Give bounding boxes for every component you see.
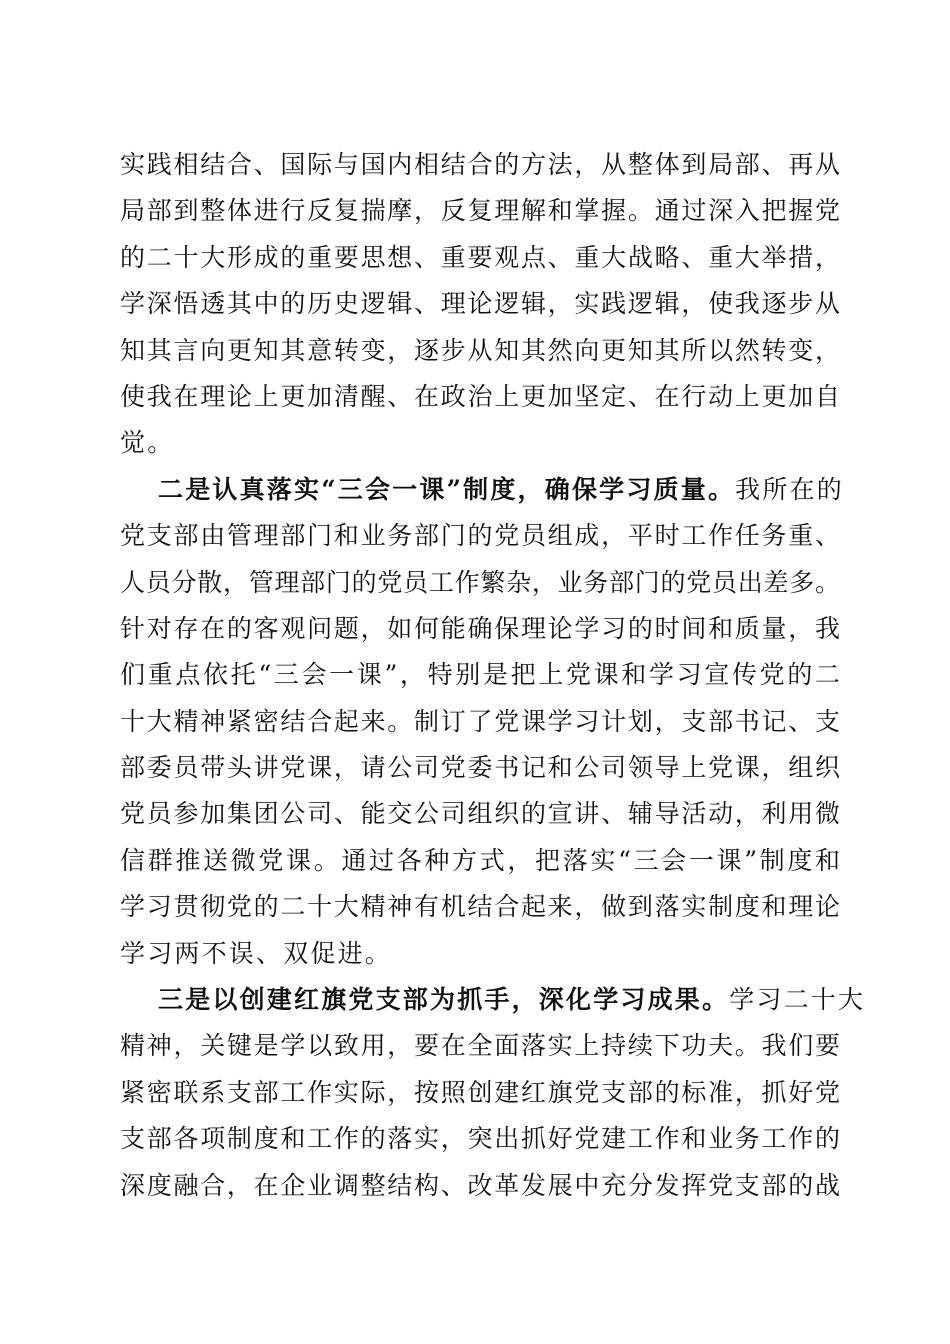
text-line: 信群推送微党课。通过各种方式，把落实“三会一课”制度和 (120, 845, 840, 875)
paragraph-first-line (120, 977, 866, 1023)
text-line: 的二十大形成的重要思想、重要观点、重大战略、重大举措， (120, 242, 840, 272)
paragraph-2 (120, 467, 844, 977)
text-line: 党支部由管理部门和业务部门的党员组成，平时工作任务重、 (120, 521, 840, 551)
text-line: 学深悟透其中的历史逻辑、理论逻辑，实践逻辑，使我逐步从 (120, 289, 840, 319)
text-line: 深度融合，在企业调整结构、改革发展中充分发挥党支部的战 (120, 1170, 840, 1200)
text-line: 局部到整体进行反复揣摩，反复理解和掌握。通过深入把握党 (120, 196, 840, 226)
text-line: 们重点依托“三会一课”，特别是把上党课和学习宣传党的二 (120, 660, 840, 690)
text-line: 部委员带头讲党课，请公司党委书记和公司领导上党课，组织 (120, 753, 840, 783)
text-line: 学习两不误、双促进。 (120, 938, 393, 968)
text-line: 学习贯彻党的二十大精神有机结合起来，做到落实制度和理论 (120, 892, 840, 922)
document-body (120, 142, 866, 1209)
text-line: 使我在理论上更加清醒、在政治上更加坚定、在行动上更加自 (120, 381, 840, 411)
text-line: 觉。 (120, 428, 175, 458)
text-line: 支部各项制度和工作的落实，突出抓好党建工作和业务工作的 (120, 1124, 840, 1154)
paragraph-1 (120, 142, 840, 467)
text-line: 十大精神紧密结合起来。制订了党课学习计划，支部书记、支 (120, 706, 840, 736)
heading-continuation: 学习二十大 (729, 985, 866, 1015)
text-line: 实践相结合、国际与国内相结合的方法，从整体到局部、再从 (120, 150, 840, 179)
text-line: 知其言向更知其意转变，逐步从知其然向更知其所以然转变， (120, 335, 840, 365)
text-line: 精神，关键是学以致用，要在全面落实上持续下功夫。我们要 (120, 1031, 840, 1061)
heading-continuation: 我所在的 (735, 474, 844, 504)
text-line: 人员分散，管理部门的党员工作繁杂，业务部门的党员出差多。 (120, 567, 840, 597)
text-line: 党员参加集团公司、能交公司组织的宣讲、辅导活动，利用微 (120, 799, 840, 829)
paragraph-heading: 二是认真落实“三会一课”制度，确保学习质量。 (158, 474, 736, 504)
paragraph-first-line (120, 467, 844, 513)
paragraph-heading: 三是以创建红旗党支部为抓手，深化学习成果。 (158, 985, 730, 1015)
paragraph-3 (120, 977, 866, 1209)
text-line: 紧密联系支部工作实际，按照创建红旗党支部的标准，抓好党 (120, 1077, 840, 1107)
text-line: 针对存在的客观问题，如何能确保理论学习的时间和质量，我 (120, 613, 840, 643)
